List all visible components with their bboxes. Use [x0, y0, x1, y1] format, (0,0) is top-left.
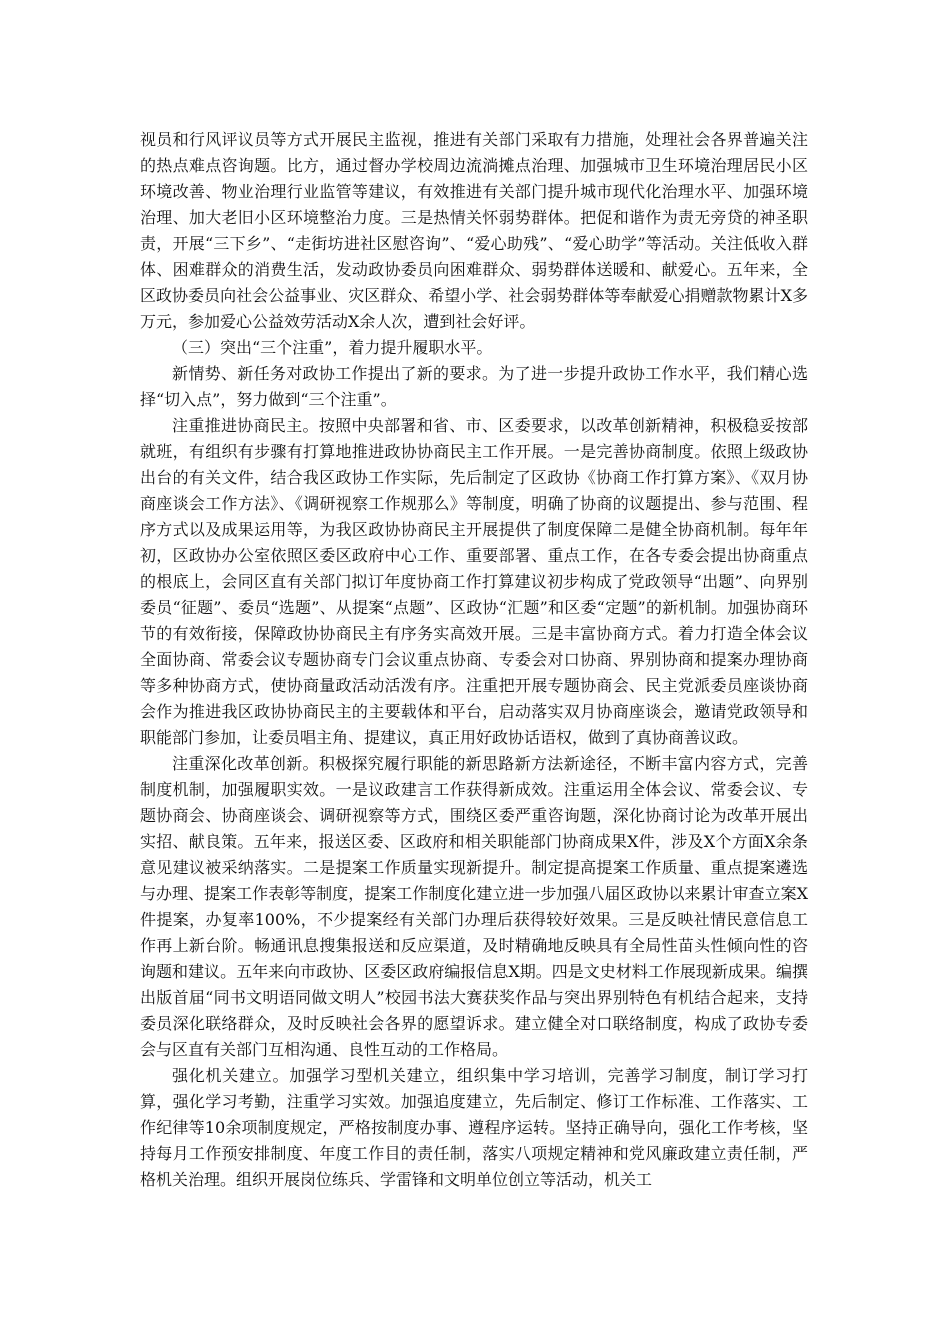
paragraph-consultation-democracy: 注重推进协商民主。按照中央部署和省、市、区委要求，以改革创新精神，积极稳妥按部就班，有组织有步骤有打算地推进政协协商民主工作开展。一是完善协商制度。依照上级政协出台的有关文件，结合我区政协工作实际，先后制定了区政协《协商工作打算方案》、《双月协商座谈会工作方法》、《调研视察工作规那么》等制度，明确了协商的议题提出、参与范围、程序方式以及成果运用等，为我区政协协商民主开展提供了制度保障二是健全协商机制。每年年初，区政协办公室依照区委区政府中心工作、重要部署、重点工作，在各专委会提出协商重点的根底上，会同区直有关部门拟订年度协商工作打算建议初步构成了党政领导“出题”、向界别委员“征题”、委员“选题”、从提案“点题”、区政协“汇题”和区委“定题”的新机制。加强协商环节的有效衔接，保障政协协商民主有序务实高效开展。三是丰富协商方式。着力打造全体会议全面协商、常委会议专题协商专门会议重点协商、专委会对口协商、界别协商和提案办理协商等多种协商方式，使协商量政活动活泼有序。注重把开展专题协商会、民主党派委员座谈协商会作为推进我区政协协商民主的主要载体和平台，启动落实双月协商座谈会，邀请党政领导和职能部门参加，让委员唱主角、提建议，真正用好政协话语权，做到了真协商善议政。 [140, 416, 808, 747]
paragraph-reform-innovation: 注重深化改革创新。积极探究履行职能的新思路新方法新途径，不断丰富内容方式，完善制度机制，加强履职实效。一是议政建言工作获得新成效。注重运用全体会议、常委会议、专题协商会、协商座谈会、调研视察等方式，围绕区委严重咨询题，深化协商讨论为改革开展出实招、献良策。五年来，报送区委、区政府和相关职能部门协商成果X件，涉及X个方面X余条意见建议被采纳落实。二是提案工作质量实现新提升。制定提高提案工作质量、重点提案遴选与办理、提案工作表彰等制度，提案工作制度化建立进一步加强八届区政协以来累计审查立案X件提案，办复率100%，不少提案经有关部门办理后获得较好效果。三是反映社情民意信息工作再上新台阶。畅通讯息搜集报送和反应渠道，及时精确地反映具有全局性苗头性倾向性的咨询题和建议。五年来向市政协、区委区政府编报信息X期。四是文史材料工作展现新成果。编撰出版首届“同书文明语同做文明人”校园书法大赛获奖作品与突出界别特色有机结合起来，支持委员深化联络群众，及时反映社会各界的愿望诉求。建立健全对口联络制度，构成了政协专委会与区直有关部门互相沟通、良性互动的工作格局。 [140, 754, 808, 1059]
paragraph-continuation: 视员和行风评议员等方式开展民主监视，推进有关部门采取有力措施，处理社会各界普遍关注的热点难点咨询题。比方，通过督办学校周边流淌摊点治理、加强城市卫生环境治理居民小区环境改善、物业治理行业监管等建议，有效推进有关部门提升城市现代化治理水平、加强环境治理、加大老旧小区环境整治力度。三是热情关怀弱势群体。把促和谐作为责无旁贷的神圣职责，开展“三下乡”、“走街坊进社区慰咨询”、“爱心助残”、“爱心助学”等活动。关注低收入群体、困难群众的消费生活，发动政协委员向困难群众、弱势群体送暖和、献爱心。五年来，全区政协委员向社会公益事业、灾区群众、希望小学、社会弱势群体等奉献爱心捐赠款物累计X多万元，参加爱心公益效劳活动X余人次，遭到社会好评。 [140, 130, 808, 331]
section-heading: （三）突出“三个注重”，着力提升履职水平。 [172, 338, 493, 357]
paragraph-organ-building: 强化机关建立。加强学习型机关建立，组织集中学习培训，完善学习制度，制订学习打算，强化学习考勤，注重学习实效。加强追度建立，先后制定、修订工作标准、工作落实、工作纪律等10余项制度规定，严格按制度办事、遵程序运转。坚持正确导向，强化工作考核，坚持每月工作预安排制度、年度工作目的责任制，落实八项规定精神和党风廉政建立责任制，严格机关治理。组织开展岗位练兵、学雷锋和文明单位创立等活动，机关工 [140, 1066, 808, 1189]
document-page [140, 127, 808, 1193]
paragraph-intro: 新情势、新任务对政协工作提出了新的要求。为了进一步提升政协工作水平，我们精心选择“切入点”，努力做到“三个注重”。 [140, 364, 808, 409]
